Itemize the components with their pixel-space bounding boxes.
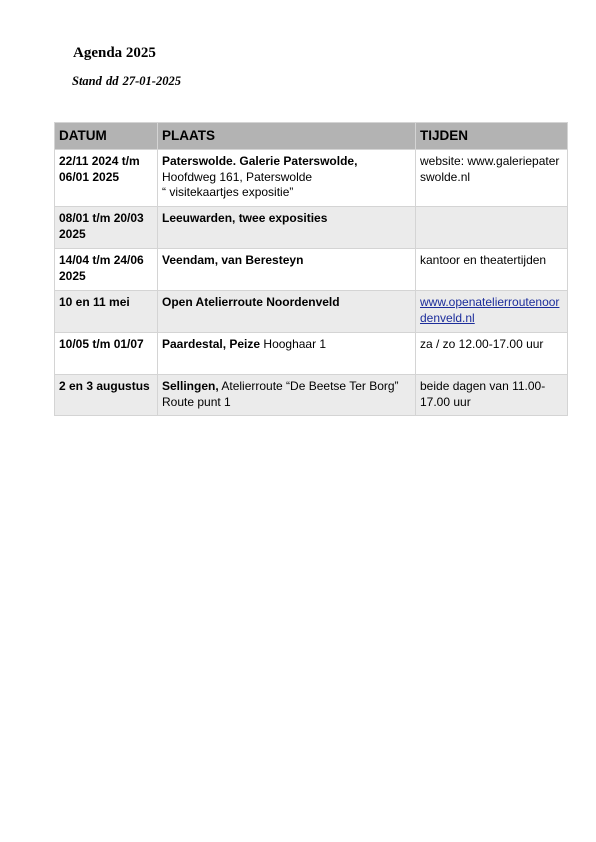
cell-place: [158, 333, 416, 375]
document-title: Agenda 2025: [73, 45, 156, 61]
place-name: Paterswolde. Galerie Paterswolde,: [162, 154, 358, 168]
place-name: Paardestal, Peize: [162, 337, 261, 351]
date-text: 10/05 t/m 01/07: [59, 337, 144, 351]
cell-times: [416, 375, 568, 416]
table-body: [55, 150, 568, 416]
date-text: 14/04 t/m 24/06 2025: [59, 253, 144, 283]
times-text: za / zo 12.00-17.00 uur: [420, 337, 544, 351]
table-row: [55, 375, 568, 416]
cell-place: [158, 249, 416, 291]
times-text: website: www.galeriepaterswolde.nl: [420, 154, 560, 184]
cell-times: [416, 291, 568, 333]
cell-date: [55, 375, 158, 416]
cell-times: [416, 207, 568, 249]
cell-times: [416, 150, 568, 207]
cell-place: [158, 291, 416, 333]
cell-date: [55, 291, 158, 333]
table-row: [55, 249, 568, 291]
cell-times: [416, 333, 568, 375]
place-name: Veendam, van Beresteyn: [162, 253, 304, 267]
table-header: [55, 123, 568, 150]
times-text: beide dagen van 11.00-17.00 uur: [420, 379, 546, 409]
website-link[interactable]: www.openatelierroutenoordenveld.nl: [420, 295, 560, 325]
place-address: Hooghaar 1: [260, 337, 327, 351]
place-address: Hoofdweg 161, Paterswolde: [162, 169, 313, 184]
place-address: Atelierroute “De Beetse Ter Borg” Route punt 1: [162, 379, 399, 409]
cell-date: [55, 150, 158, 207]
document-subtitle: Stand dd 27-01-2025: [72, 74, 181, 88]
cell-times: [416, 249, 568, 291]
column-header-plaats: PLAATS: [158, 123, 416, 150]
table-row: [55, 150, 568, 207]
agenda-table: [54, 122, 568, 416]
column-header-datum: DATUM: [55, 123, 158, 150]
cell-place: [158, 207, 416, 249]
place-name: Sellingen,: [162, 379, 219, 393]
times-text: kantoor en theatertijden: [420, 253, 547, 267]
cell-date: [55, 333, 158, 375]
cell-date: [55, 207, 158, 249]
cell-place: [158, 150, 416, 207]
column-header-tijden: TIJDEN: [416, 123, 568, 150]
date-text: 08/01 t/m 20/03 2025: [59, 211, 144, 241]
date-text: 22/11 2024 t/m 06/01 2025: [59, 154, 140, 184]
date-text: 10 en 11 mei: [59, 295, 130, 309]
header-row: [55, 123, 568, 150]
table-row: [55, 291, 568, 333]
cell-date: [55, 249, 158, 291]
table-row: [55, 207, 568, 249]
table-row: [55, 333, 568, 375]
date-text: 2 en 3 augustus: [59, 379, 150, 393]
place-name: Open Atelierroute Noordenveld: [162, 295, 340, 309]
cell-place: [158, 375, 416, 416]
place-name: Leeuwarden, twee exposities: [162, 211, 328, 225]
place-note: “ visitekaartjes expositie”: [162, 185, 294, 199]
